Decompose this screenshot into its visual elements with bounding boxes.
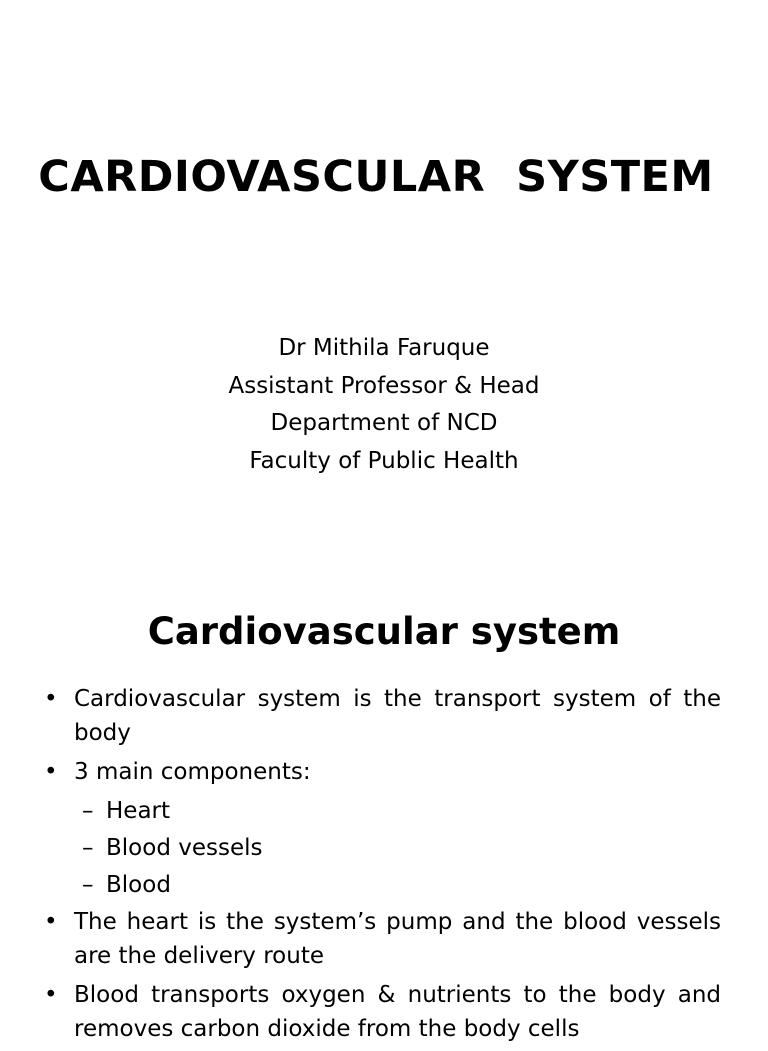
bullet-marker: • (44, 982, 58, 1008)
list-item (44, 905, 721, 973)
author-faculty: Faculty of Public Health (249, 447, 519, 474)
list-item (44, 755, 721, 789)
sub-list-item-text: Heart (106, 798, 171, 824)
content-slide (0, 576, 768, 1042)
sub-list-item-text: Blood (106, 872, 171, 898)
dash-marker: – (82, 798, 94, 824)
author-info (0, 330, 768, 480)
author-position: Assistant Professor & Head (228, 372, 540, 399)
bullet-marker: • (44, 909, 58, 935)
sub-list-item-text: Blood vessels (106, 835, 263, 861)
sub-list-item (44, 831, 721, 865)
bullet-list (44, 682, 721, 1051)
presentation-title: CARDIOVASCULAR SYSTEM (38, 152, 714, 202)
list-item (44, 682, 721, 750)
author-department: Department of NCD (270, 410, 498, 436)
list-item-text: Blood transports oxygen & nutrients to the body and removes carbon dioxide from the body cells (74, 982, 721, 1042)
list-item-text: The heart is the system’s pump and the blood vessels are the delivery route (74, 909, 721, 969)
dash-marker: – (82, 872, 94, 898)
bullet-marker: • (44, 759, 58, 785)
author-name: Dr Mithila Faruque (278, 335, 490, 361)
list-item (44, 978, 721, 1046)
dash-marker: – (82, 835, 94, 861)
bullet-marker: • (44, 686, 58, 712)
list-item-text: Cardiovascular system is the transport system of the body (74, 686, 721, 746)
sub-list-item (44, 868, 721, 902)
list-item-text: 3 main components: (74, 759, 311, 785)
sub-list-item (44, 794, 721, 828)
slide-title: Cardiovascular system (147, 610, 621, 653)
